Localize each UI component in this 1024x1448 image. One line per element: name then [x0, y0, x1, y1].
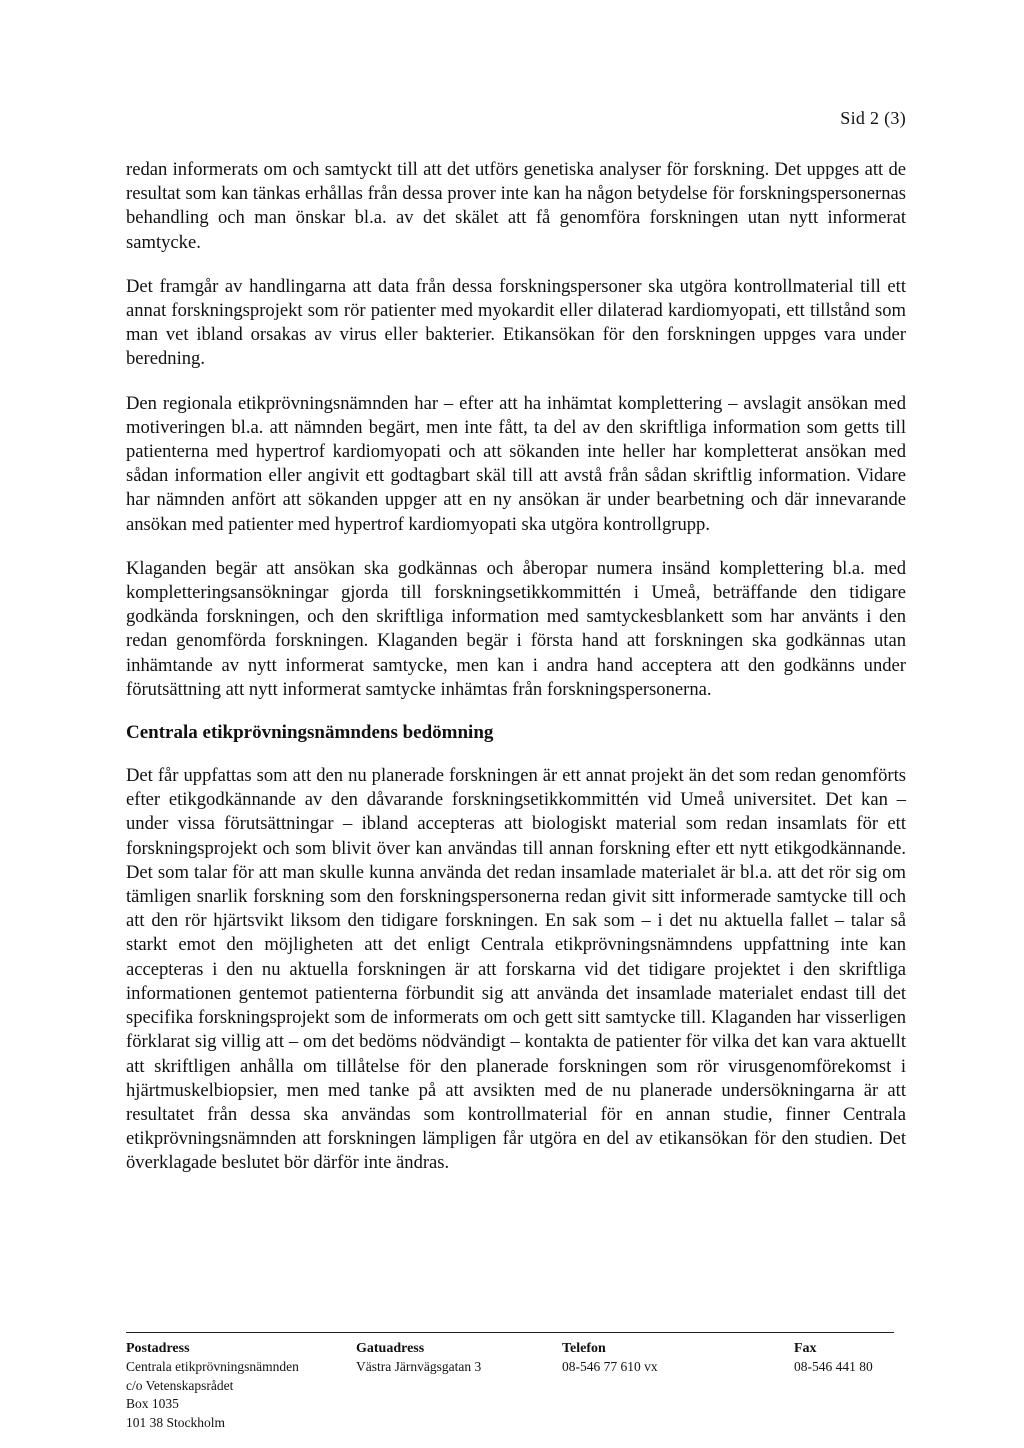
footer-label: Postadress: [126, 1341, 190, 1356]
paragraph: Det får uppfattas som att den nu planerade forskningen är ett annat projekt än det som redan genomförts efter etikgodkännande av den dåvarande forskningsetikkommittén vid Umeå universitet. Det kan – under vissa förutsättningar – ibland accepteras att biologiskt material som redan insamlats för ett forskningsprojekt och som blivit över kan användas till annan forskning efter ett nytt etikgodkännande. Det som talar för att man skulle kunna använda det redan insamlade materialet är bl.a. att det rör sig om tämligen snarlik forskning som den forskningspersonerna redan givit sitt informerade samtycke till och att den rör hjärtsvikt liksom den tidigare forskningen. En sak som – i det nu aktuella fallet – talar så starkt emot den möjligheten att det enligt Centrala etikprövningsnämndens uppfattning inte kan accepteras i den nu aktuella forskningen är att forskarna vid det tidigare projektet i den skriftliga informationen gentemot patienterna förbundit sig att använda det insamlade materialet endast till det specifika forskningsprojekt som de informerats om och gett sitt samtycke till. Klaganden har visserligen förklarat sig villig att – om det bedöms nödvändigt – kontakta de patienter för vilka det kan vara aktuellt att skriftligen anhålla om tillåtelse för den planerade forskningen som rör virusgenomförekomst i hjärtmuskelbiopsier, men med tanke på att avsikten med de nu planerade undersökningarna är att resultatet från dessa ska användas som kontrollmaterial för en annan studie, finner Centrala etikprövningsnämnden att forskningen lämpligen får utgöra en del av etikansökan för den studien. Det överklagade beslutet bör därför inte ändras.: [126, 765, 906, 1174]
footer-line: 08-546 77 610 vx: [562, 1359, 658, 1375]
footer: [126, 1332, 894, 1430]
footer-line: Box 1035: [126, 1396, 179, 1412]
footer-line: 08-546 441 80: [794, 1359, 873, 1375]
paragraph: redan informerats om och samtyckt till att det utförs genetiska analyser för forskning. Det uppges att de resultat som kan tänkas erhållas från dessa prover inte kan ha någon betydelse för forskningspersonernas behandling och man önskar bl.a. av det skälet att få genomföra forskningen utan nytt informerat samtycke.: [126, 159, 906, 253]
footer-phone: [562, 1340, 658, 1377]
footer-label: Telefon: [562, 1341, 606, 1356]
footer-line: c/o Vetenskapsrådet: [126, 1377, 234, 1393]
section-heading: Centrala etikprövningsnämndens bedömning: [126, 722, 494, 744]
page-number: Sid 2 (3): [840, 108, 906, 128]
paragraph: Klaganden begär att ansökan ska godkännas och åberopar numera insänd komplettering bl.a. med kompletteringsansökningar gjorda till forskningsetikkommittén i Umeå, beträffande den tidigare godkända forskningen, och den skriftliga information med samtyckesblankett som har använts i den redan genomförda forskningen. Klaganden begär i första hand att forskningen ska godkännas utan inhämtande av nytt informerat samtycke, men kan i andra hand acceptera att den godkänns under förutsättning att nytt informerat samtycke inhämtas från forskningspersonerna.: [126, 557, 906, 700]
footer-line: 101 38 Stockholm: [126, 1414, 226, 1430]
footer-label: Gatuadress: [356, 1341, 425, 1356]
footer-street-address: [356, 1340, 481, 1377]
footer-fax: [794, 1340, 873, 1377]
paragraph: Det framgår av handlingarna att data från dessa forskningspersoner ska utgöra kontrollmaterial till ett annat forskningsprojekt som rör patienter med myokardit eller dilaterad kardiomyopati, ett tillstånd som man vet ibland orsakas av virus eller bakterier. Etikansökan för den forskningen uppges vara under beredning.: [126, 275, 906, 370]
document-body: [126, 158, 906, 1196]
footer-line: Centrala etikprövningsnämnden: [126, 1359, 299, 1375]
footer-postal-address: [126, 1340, 299, 1432]
footer-label: Fax: [794, 1341, 817, 1356]
footer-line: Västra Järnvägsgatan 3: [356, 1359, 482, 1375]
paragraph: Den regionala etikprövningsnämnden har – efter att ha inhämtat komplettering – avslagit ansökan med motiveringen bl.a. att nämnden begärt, men inte fått, ta del av den skriftliga information som getts till patienterna med hypertrof kardiomyopati och att sökanden inte heller har kompletterat ansökan med sådan information eller angivit ett godtagbart skäl till att avstå från sådan skriftlig information. Vidare har nämnden anfört att sökanden uppger att en ny ansökan är under bearbetning och där innevarande ansökan med patienter med hypertrof kardiomyopati ska utgöra kontrollgrupp.: [126, 392, 906, 535]
